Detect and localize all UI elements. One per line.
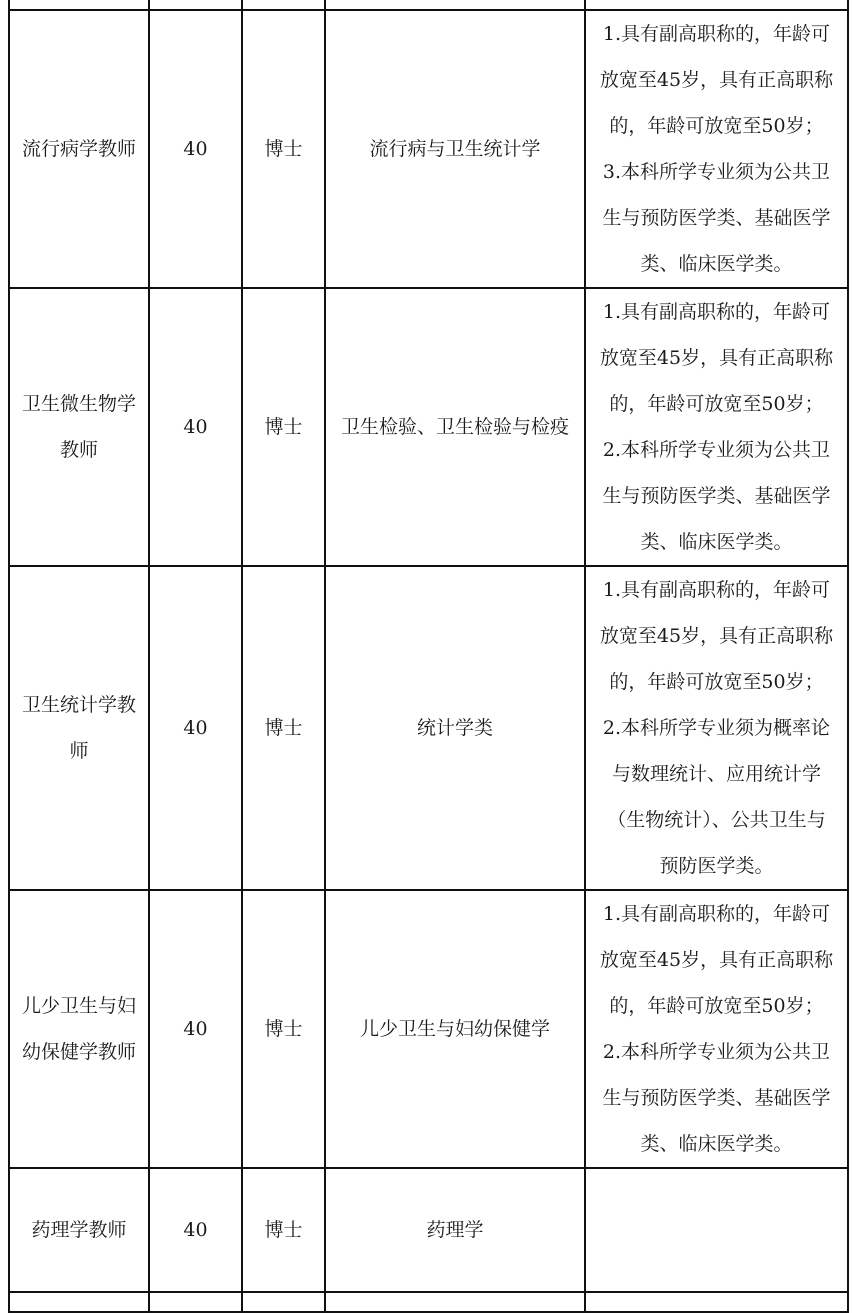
age-limit-cell: 40 xyxy=(149,10,242,288)
requirement-line: 1.具有副高职称的，年龄可 xyxy=(602,903,831,925)
partial-cell xyxy=(9,1292,149,1312)
requirement-line: 生与预防医学类、基础医学 xyxy=(602,485,831,507)
requirement-line: 2.本科所学专业须为公共卫 xyxy=(602,439,831,461)
requirement-line: 的，年龄可放宽至50岁； xyxy=(609,995,824,1017)
table-row xyxy=(9,1168,848,1292)
table-row-partial xyxy=(9,0,848,10)
post-name-line: 药理学教师 xyxy=(31,1219,127,1241)
table-row xyxy=(9,890,848,1168)
requirement-line: 的，年龄可放宽至50岁； xyxy=(609,671,824,693)
partial-cell xyxy=(325,0,585,10)
requirement-line: 类、临床医学类。 xyxy=(640,1133,793,1155)
requirement-line: （生物统计）、公共卫生与 xyxy=(607,809,826,831)
table-row-partial xyxy=(9,1292,848,1312)
table-row xyxy=(9,10,848,288)
post-name-cell xyxy=(9,10,149,288)
requirement-line: 放宽至45岁，具有正高职称 xyxy=(599,625,834,647)
partial-cell xyxy=(242,0,325,10)
major-cell: 统计学类 xyxy=(325,566,585,890)
recruitment-table xyxy=(8,0,849,1313)
requirement-line: 与数理统计、应用统计学 xyxy=(611,763,821,785)
post-name-cell xyxy=(9,566,149,890)
post-name-line: 卫生统计学教 xyxy=(21,694,136,716)
partial-cell xyxy=(242,1292,325,1312)
requirement-line: 放宽至45岁，具有正高职称 xyxy=(599,69,834,91)
partial-cell xyxy=(325,1292,585,1312)
age-limit-cell: 40 xyxy=(149,288,242,566)
partial-cell xyxy=(585,1292,848,1312)
requirement-line: 生与预防医学类、基础医学 xyxy=(602,207,831,229)
requirement-line: 放宽至45岁，具有正高职称 xyxy=(599,949,834,971)
table-row xyxy=(9,288,848,566)
post-name-line: 幼保健学教师 xyxy=(21,1041,136,1063)
major-cell: 流行病与卫生统计学 xyxy=(325,10,585,288)
requirements-cell xyxy=(585,1168,848,1292)
requirement-line: 1.具有副高职称的，年龄可 xyxy=(602,23,831,45)
age-limit-cell: 40 xyxy=(149,1168,242,1292)
post-name-cell xyxy=(9,288,149,566)
major-cell: 卫生检验、卫生检验与检疫 xyxy=(325,288,585,566)
degree-cell: 博士 xyxy=(242,1168,325,1292)
requirement-line: 2.本科所学专业须为公共卫 xyxy=(602,1041,831,1063)
requirement-line: 生与预防医学类、基础医学 xyxy=(602,1087,831,1109)
major-cell: 儿少卫生与妇幼保健学 xyxy=(325,890,585,1168)
post-name-cell xyxy=(9,890,149,1168)
requirement-line: 2.本科所学专业须为概率论 xyxy=(602,717,831,739)
requirement-line: 类、临床医学类。 xyxy=(640,531,793,553)
table-row xyxy=(9,566,848,890)
requirements-cell xyxy=(585,890,848,1168)
post-name-line: 教师 xyxy=(59,439,98,461)
degree-cell: 博士 xyxy=(242,288,325,566)
partial-cell xyxy=(149,1292,242,1312)
partial-cell xyxy=(585,0,848,10)
requirements-cell xyxy=(585,10,848,288)
requirement-line: 1.具有副高职称的，年龄可 xyxy=(602,301,831,323)
requirements-cell xyxy=(585,566,848,890)
post-name-line: 儿少卫生与妇 xyxy=(21,995,136,1017)
requirement-line: 预防医学类。 xyxy=(659,855,774,877)
requirement-line: 的，年龄可放宽至50岁； xyxy=(609,393,824,415)
partial-cell xyxy=(9,0,149,10)
age-limit-cell: 40 xyxy=(149,566,242,890)
requirement-line: 类、临床医学类。 xyxy=(640,253,793,275)
degree-cell: 博士 xyxy=(242,10,325,288)
partial-cell xyxy=(149,0,242,10)
major-cell: 药理学 xyxy=(325,1168,585,1292)
post-name-line: 流行病学教师 xyxy=(21,138,136,160)
post-name-line: 卫生微生物学 xyxy=(21,393,136,415)
requirement-line: 1.具有副高职称的，年龄可 xyxy=(602,579,831,601)
post-name-line: 师 xyxy=(69,740,89,762)
requirement-line: 的，年龄可放宽至50岁； xyxy=(609,115,824,137)
requirements-cell xyxy=(585,288,848,566)
degree-cell: 博士 xyxy=(242,890,325,1168)
post-name-cell xyxy=(9,1168,149,1292)
degree-cell: 博士 xyxy=(242,566,325,890)
age-limit-cell: 40 xyxy=(149,890,242,1168)
requirement-line: 放宽至45岁，具有正高职称 xyxy=(599,347,834,369)
requirement-line: 3.本科所学专业须为公共卫 xyxy=(602,161,831,183)
